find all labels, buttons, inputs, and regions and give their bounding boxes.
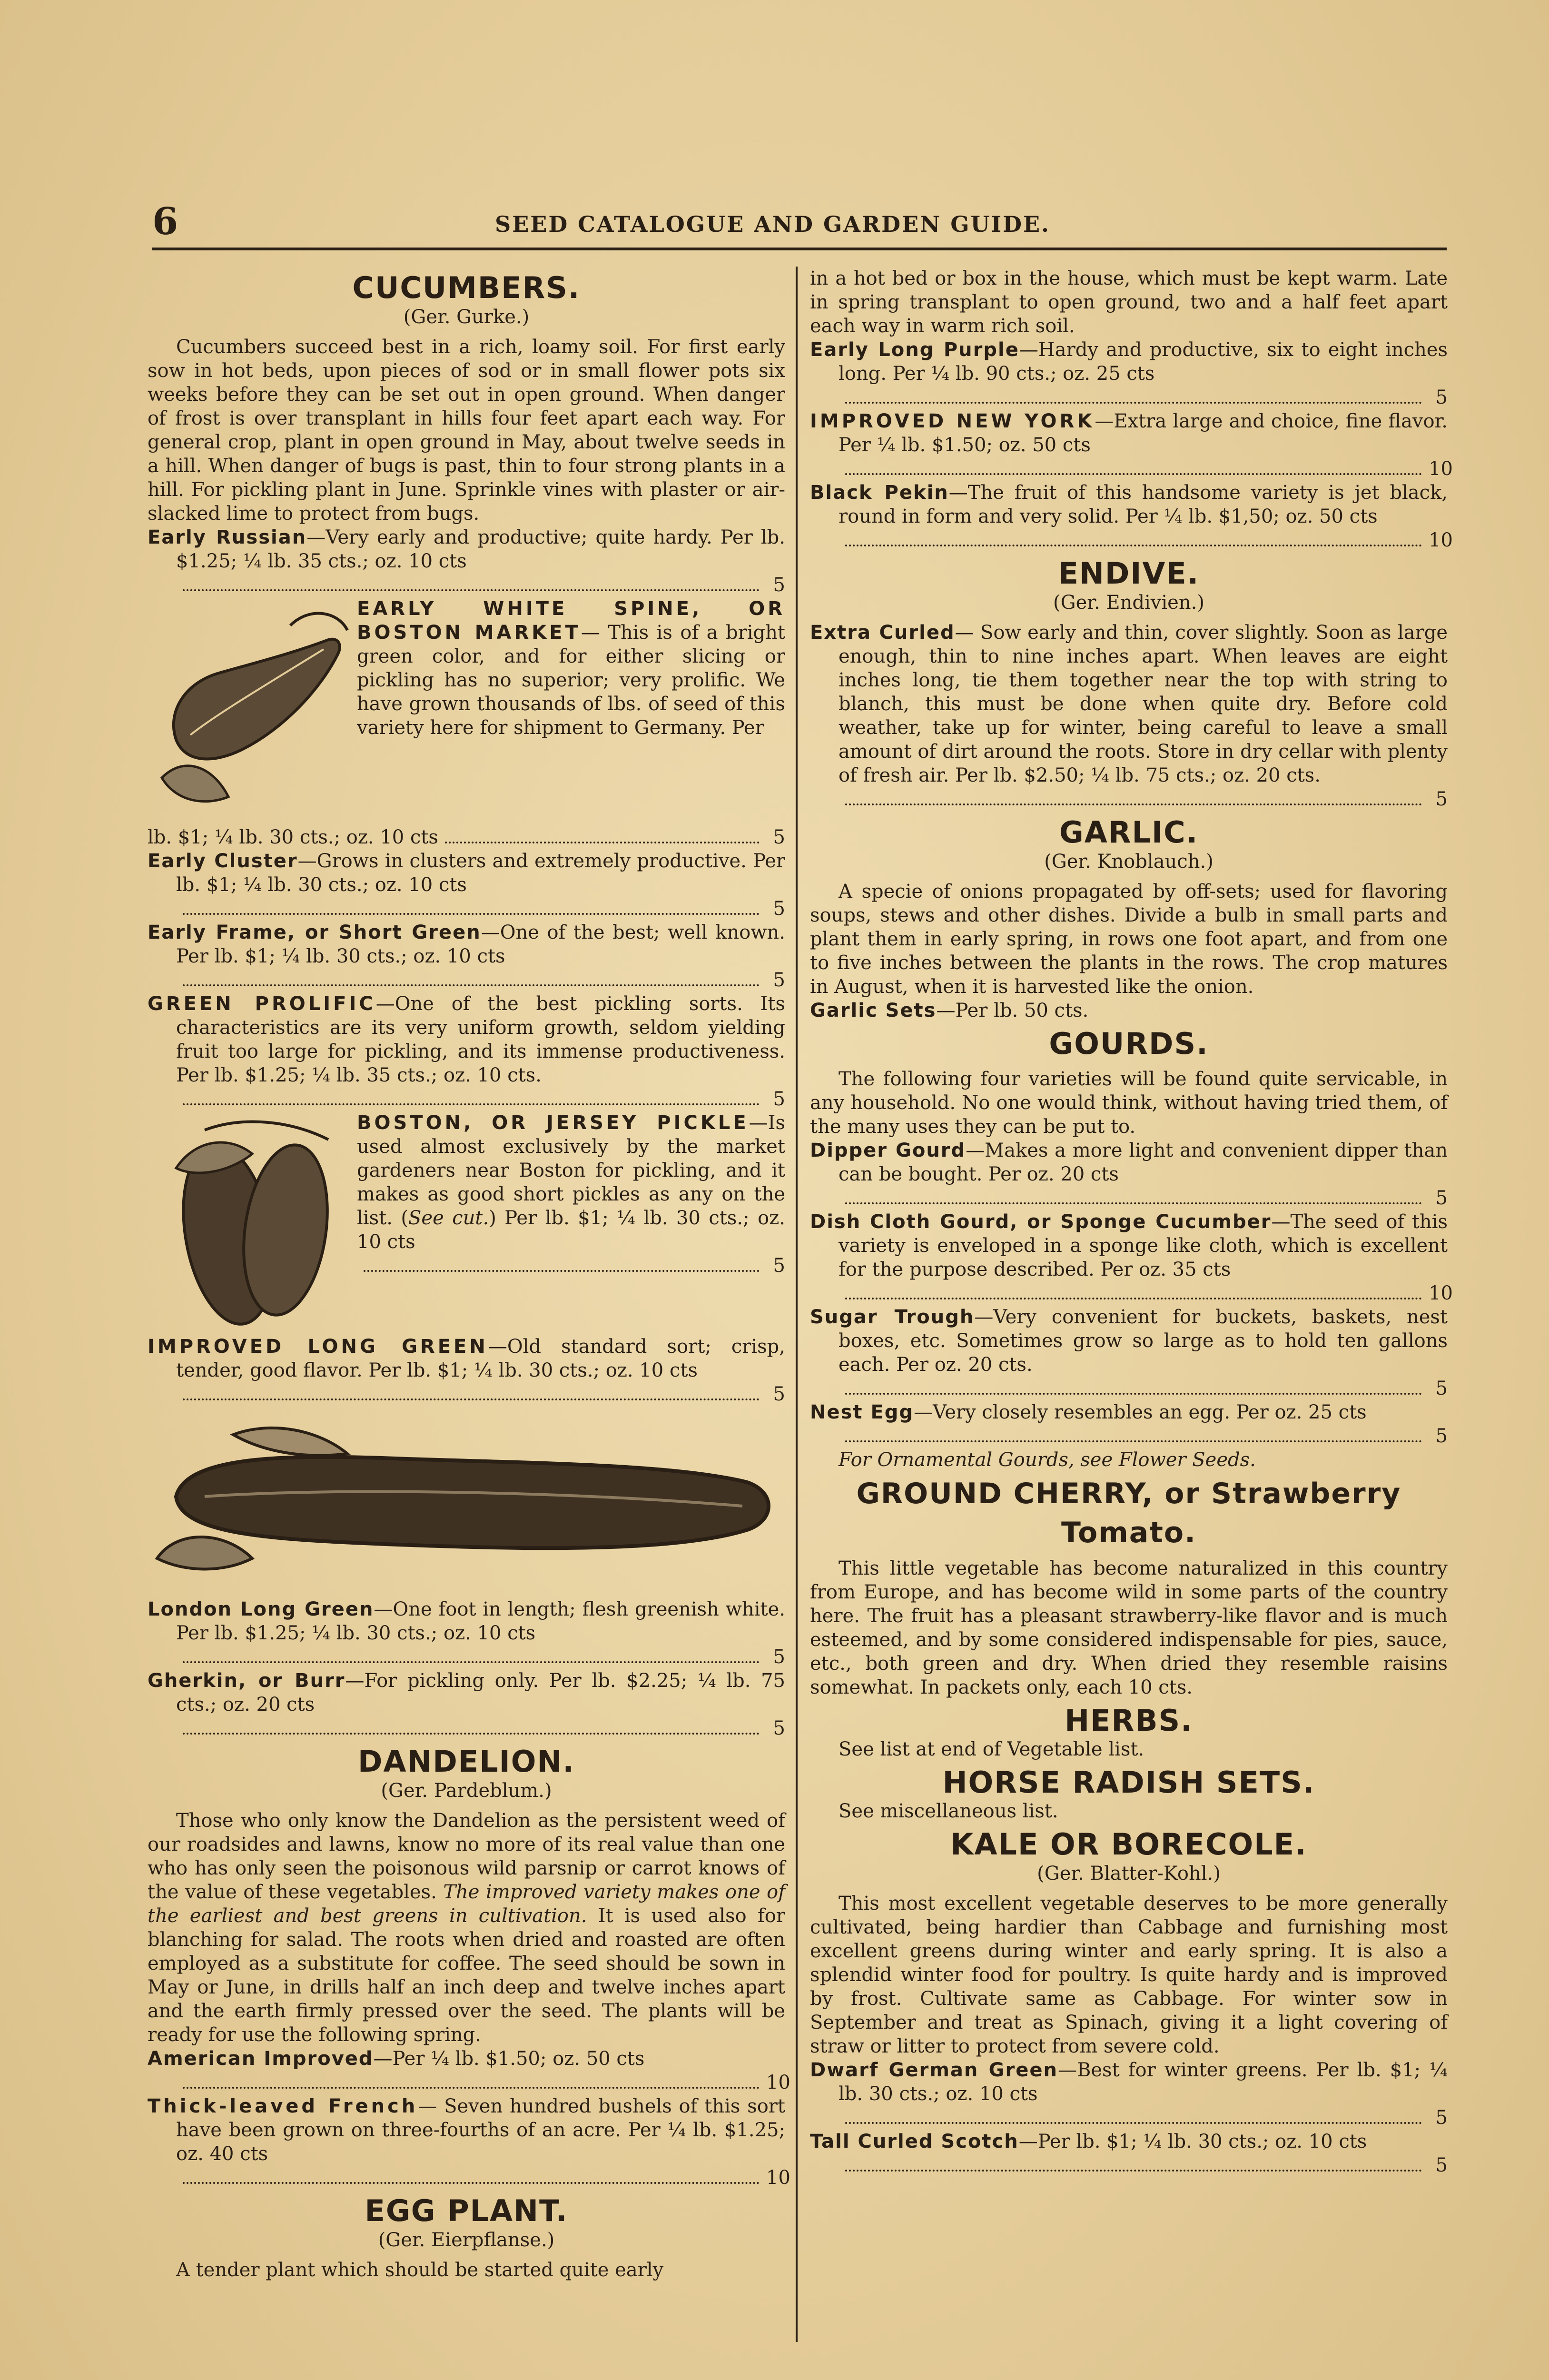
- long-cucumber-illustration: [148, 1416, 785, 1583]
- dot-leader: [183, 1661, 760, 1663]
- entry-black-pekin: [810, 481, 1448, 528]
- price-line: [810, 386, 1448, 409]
- page-number: 6: [152, 200, 178, 243]
- section-subtitle-dandelion: (Ger. Pardeblum.): [381, 1780, 552, 1802]
- dot-leader: [845, 1440, 1422, 1442]
- entry-sugar-trough: [810, 1305, 1448, 1377]
- pickle-engraving-icon: [148, 1111, 357, 1335]
- price-line: [148, 1087, 785, 1111]
- variety-desc: —One of the best; well known. Per lb. $1; ¼ lb. 30 cts.; oz. 10 cts: [176, 922, 785, 967]
- left-column: [148, 267, 790, 2282]
- ornamental-gourds-note: For Ornamental Gourds, see Flower Seeds.: [839, 1449, 1256, 1471]
- variety-desc: —The fruit of this handsome variety is jet black, round in form and very solid. Per ¼ lb. $1,50; oz. 50 cts: [839, 482, 1448, 527]
- variety-desc: —Extra large and choice, fine flavor. Per ¼ lb. $1.50; oz. 50 cts: [839, 410, 1448, 456]
- price-value: 5: [773, 574, 785, 596]
- dot-leader: [845, 2122, 1422, 2124]
- figure-block-boston-pickle: [148, 1111, 785, 1335]
- variety-name: Dish Cloth Gourd, or Sponge Cucumber: [810, 1211, 1272, 1233]
- section-title-ground-cherry-2: Tomato.: [1061, 1516, 1196, 1549]
- section-title-egg-plant: EGG PLANT.: [365, 2193, 568, 2228]
- entry-early-russian: [148, 526, 785, 573]
- variety-name: GREEN PROLIFIC: [148, 993, 376, 1015]
- variety-desc: —Very closely resembles an egg. Per oz. 25 cts: [914, 1401, 1367, 1423]
- ground-cherry-intro: This little vegetable has become naturalized in this country from Europe, and has become wild in some parts of the country here. The fruit has a pleasant strawberry-like flavor and is much esteemed, and by some considered indispensable for pies, sauce, etc., both green and dry. When dried they resemble raisins somewhat. In packets only, each 10 cts.: [810, 1557, 1448, 1698]
- section-title-kale: KALE OR BORECOLE.: [950, 1827, 1307, 1862]
- entry-early-long-purple: [810, 338, 1448, 386]
- variety-desc: —Per lb. 50 cts.: [936, 1000, 1089, 1021]
- dot-leader: [183, 913, 760, 915]
- price-value: 5: [1435, 387, 1448, 408]
- price-value: 5: [1435, 2154, 1448, 2176]
- dandelion-intro-italic: The improved variety makes one of the earliest and best greens in cultivation.: [148, 1881, 785, 1927]
- price-line: [148, 968, 785, 992]
- entry-boston-pickle: [357, 1111, 785, 1335]
- price-value: 5: [773, 898, 785, 920]
- page-header: [152, 200, 1447, 243]
- entry-london-long-green: [148, 1597, 785, 1645]
- variety-name: Garlic Sets: [810, 1000, 937, 1021]
- variety-desc: —The seed of this variety is enveloped in a sponge like cloth, which is excellent for the purpose described. Per oz. 35 cts: [839, 1211, 1448, 1280]
- price-value: 5: [1435, 1187, 1448, 1209]
- entry-extra-curled: [810, 621, 1448, 787]
- variety-desc: —Very convenient for buckets, baskets, nest boxes, etc. Sometimes grow so large as to hold ten gallons each. Per oz. 20 cts.: [839, 1306, 1448, 1376]
- entry-nest-egg: [810, 1400, 1448, 1424]
- variety-name: Nest Egg: [810, 1401, 914, 1423]
- section-title-horse-radish: HORSE RADISH SETS.: [942, 1765, 1315, 1800]
- dot-leader: [845, 545, 1422, 546]
- price-line: [810, 457, 1453, 481]
- header-rule: [152, 248, 1447, 250]
- variety-desc: —Per lb. $1; ¼ lb. 30 cts.; oz. 10 cts: [1018, 2131, 1367, 2152]
- section-title-endive: ENDIVE.: [1058, 556, 1200, 591]
- entry-improved-new-york: [810, 409, 1448, 457]
- variety-desc: —Grows in clusters and extremely productive. Per lb. $1; ¼ lb. 30 cts.; oz. 10 cts: [176, 850, 785, 896]
- section-title-dandelion: DANDELION.: [358, 1744, 575, 1779]
- entry-american-improved: [148, 2047, 785, 2071]
- spacer: [810, 1550, 1448, 1557]
- entry-dipper-gourd: [810, 1139, 1448, 1186]
- price-value: 10: [766, 2072, 790, 2093]
- dot-leader: [183, 2182, 760, 2184]
- price-value: 5: [1435, 1425, 1448, 1447]
- entry-green-prolific: [148, 992, 785, 1087]
- price-value: 5: [773, 1383, 785, 1405]
- variety-desc: —Per ¼ lb. $1.50; oz. 50 cts: [373, 2048, 645, 2070]
- entry-improved-long-green: [148, 1335, 785, 1382]
- garlic-intro: A specie of onions propagated by off-sets; used for flavoring soups, stews and other dishes. Divide a bulb in small parts and plant them in early spring, in rows one foot apart, and from one to five inches between the plants in the rows. The crop matures in August, when it is harvested like the onion.: [810, 881, 1448, 998]
- dot-leader: [845, 803, 1422, 805]
- price-line: [148, 1645, 785, 1669]
- price-value: 5: [773, 1646, 785, 1668]
- price-line: [810, 1424, 1448, 1448]
- variety-name: Thick-leaved French: [148, 2095, 418, 2117]
- price-line: [810, 528, 1453, 552]
- price-line: [810, 787, 1448, 811]
- variety-name: Black Pekin: [810, 482, 949, 504]
- price-value: 5: [1435, 2107, 1448, 2129]
- variety-desc: — Seven hundred bushels of this sort have been grown on three-fourths of an acre. Per ¼ lb. $1.25; oz. 40 cts: [176, 2095, 785, 2165]
- dot-leader: [845, 1202, 1422, 1204]
- price-line: [357, 1254, 785, 1278]
- price-value: 10: [1429, 458, 1453, 480]
- variety-desc: —One of the best pickling sorts. Its characteristics are its very uniform growth, seldom yielding fruit too large for pickling, and its immense productiveness. Per lb. $1.25; ¼ lb. 35 cts.; oz. 10 cts.: [176, 993, 785, 1086]
- variety-name: IMPROVED NEW YORK: [810, 410, 1095, 432]
- dot-leader: [183, 589, 760, 591]
- variety-desc: —Hardy and productive, six to eight inches long. Per ¼ lb. 90 cts.; oz. 25 cts: [839, 339, 1448, 385]
- price-value: 5: [773, 826, 785, 848]
- variety-name: London Long Green: [148, 1598, 374, 1620]
- variety-name: Early Frame, or Short Green: [148, 922, 481, 943]
- dot-leader: [183, 1733, 760, 1735]
- cucumber-illustration: [148, 597, 357, 825]
- dot-leader: [445, 842, 760, 843]
- right-column: [810, 267, 1453, 2177]
- entry-early-cluster: [148, 849, 785, 897]
- price-line: [148, 573, 785, 597]
- entry-early-frame: [148, 921, 785, 968]
- pickle-illustration: [148, 1111, 357, 1335]
- section-title-garlic: GARLIC.: [1059, 815, 1199, 850]
- variety-desc: —Very early and productive; quite hardy. Per lb. $1.25; ¼ lb. 35 cts.; oz. 10 cts: [176, 526, 786, 572]
- dot-leader: [845, 402, 1422, 404]
- price-line: [148, 2071, 790, 2094]
- see-cut-note: See cut.: [408, 1207, 489, 1229]
- price-value: 5: [1435, 1378, 1448, 1399]
- price-line: [810, 1186, 1448, 1210]
- variety-name: Dipper Gourd: [810, 1140, 966, 1161]
- variety-name: Early Long Purple: [810, 339, 1019, 361]
- variety-desc: —Best for winter greens. Per lb. $1; ¼ lb. 30 cts.; oz. 10 cts: [839, 2059, 1448, 2105]
- variety-desc: —One foot in length; flesh greenish white. Per lb. $1.25; ¼ lb. 30 cts.; oz. 10 cts: [176, 1598, 785, 1644]
- dot-leader: [845, 2170, 1422, 2172]
- price-line: [810, 2153, 1448, 2177]
- variety-desc: —Is used almost exclusively by the market gardeners near Boston for pickling, and it makes as good short pickles as any on the list. (: [357, 1112, 785, 1229]
- price-line: [148, 1716, 785, 1740]
- variety-desc: —Makes a more light and convenient dipper than can be bought. Per oz. 20 cts: [839, 1140, 1448, 1185]
- dot-leader: [183, 1103, 760, 1105]
- price-line: [148, 825, 785, 849]
- egg-plant-intro: A tender plant which should be started quite early: [176, 2259, 664, 2281]
- variety-desc-cont: ) Per lb. $1; ¼ lb. 30 cts.; oz. 10 cts: [357, 1207, 785, 1253]
- price-value: 5: [773, 1088, 785, 1110]
- section-subtitle-endive: (Ger. Endivien.): [1053, 592, 1204, 614]
- dot-leader: [845, 1393, 1422, 1395]
- variety-name: Sugar Trough: [810, 1306, 975, 1328]
- figure-block-white-spine: [148, 597, 785, 825]
- price-value: 10: [1429, 529, 1453, 551]
- dot-leader: [845, 473, 1422, 475]
- dandelion-intro: [148, 1809, 785, 2047]
- kale-intro: This most excellent vegetable deserves to be more generally cultivated, being hardier than Cabbage and furnishing most excellent greens during winter and early spring. It is also a splendid winter food for poultry. Is quite hardy and is improved by frost. Cultivate same as Cabbage. For winter sow in September and treat as Spinach, giving it a light covering of straw or litter to protect from severe cold.: [810, 1893, 1448, 2057]
- section-subtitle-cucumbers: (Ger. Gurke.): [403, 306, 530, 328]
- variety-name: Dwarf German Green: [810, 2059, 1058, 2081]
- entry-early-white-spine: [357, 597, 785, 825]
- price-line: [810, 2106, 1448, 2130]
- dot-leader: [183, 984, 760, 986]
- dot-leader: [845, 1298, 1422, 1299]
- section-title-cucumbers: CUCUMBERS.: [352, 270, 581, 305]
- entry-gherkin: [148, 1669, 785, 1716]
- variety-name: Early Cluster: [148, 850, 298, 872]
- price-value: 5: [773, 969, 785, 991]
- price-line: [148, 2166, 790, 2190]
- entry-dish-cloth-gourd: [810, 1210, 1448, 1281]
- variety-name: Extra Curled: [810, 622, 955, 644]
- variety-desc: —For pickling only. Per lb. $2.25; ¼ lb. 75 cts.; oz. 20 cts: [176, 1670, 785, 1716]
- entry-thick-leaved-french: [148, 2094, 785, 2166]
- column-divider: [796, 267, 798, 2342]
- section-title-gourds: GOURDS.: [1049, 1026, 1209, 1061]
- spacer: [810, 1061, 1448, 1067]
- variety-desc: —Old standard sort; crisp, tender, good flavor. Per lb. $1; ¼ lb. 30 cts.; oz. 10 cts: [176, 1336, 786, 1381]
- variety-name: Gherkin, or Burr: [148, 1670, 345, 1692]
- dot-leader: [364, 1270, 760, 1272]
- entry-garlic-sets: [810, 999, 1448, 1022]
- dandelion-intro-a: Those who only know the Dandelion as the persistent weed of our roadsides and lawns, know no more of its real value than one who has only seen the poisonous wild parsnip or carrot knows of the value of these vegetables.: [148, 1810, 785, 1903]
- variety-name: BOSTON, OR JERSEY PICKLE: [357, 1112, 749, 1134]
- running-title: SEED CATALOGUE AND GARDEN GUIDE.: [495, 211, 1051, 237]
- section-subtitle-kale: (Ger. Blatter-Kohl.): [1037, 1863, 1221, 1884]
- price-line: [810, 1377, 1448, 1400]
- variety-name: EARLY WHITE SPINE, OR BOSTON MARKET: [357, 598, 785, 644]
- variety-name: Early Russian: [148, 526, 307, 548]
- variety-desc: — Sow early and thin, cover slightly. Soon as large enough, thin to nine inches apart. When leaves are eight inches long, tie them together near the top with string to blanch, this must be done when quite dry. Before cold weather, take up for winter, being careful to leave a small amount of dirt around the roots. Store in dry cellar with plenty of fresh air. Per lb. $2.50; ¼ lb. 75 cts.; oz. 20 cts.: [839, 622, 1448, 786]
- entry-dwarf-german-green: [810, 2058, 1448, 2106]
- entry-tall-curled-scotch: [810, 2130, 1448, 2153]
- section-title-herbs: HERBS.: [1065, 1703, 1193, 1738]
- dot-leader: [183, 1398, 760, 1400]
- herbs-text: See list at end of Vegetable list.: [839, 1738, 1144, 1760]
- variety-name: Tall Curled Scotch: [810, 2131, 1019, 2152]
- price-value: 10: [1429, 1282, 1453, 1304]
- cucumbers-intro: Cucumbers succeed best in a rich, loamy soil. For first early sow in hot beds, upon pieces of sod or in small flower pots six weeks before they can be set out in open ground. When danger of frost is over transplant in hills four feet apart each way. For general crop, plant in open ground in May, about twelve seeds in a hill. When danger of bugs is past, thin to four strong plants in a hill. For pickling plant in June. Sprinkle vines with plaster or air-slacked lime to protect from bugs.: [148, 336, 785, 525]
- dandelion-intro-b: It is used also for blanching for salad. The roots when dried and roasted are often employed as a substitute for coffee. The seed should be sown in May or June, in drills half an inch deep and twelve inches apart and the earth firmly pressed over the seed. The plants will be ready for use the following spring.: [148, 1905, 786, 2046]
- section-subtitle-egg-plant: (Ger. Eierpflanse.): [378, 2229, 555, 2251]
- section-subtitle-garlic: (Ger. Knoblauch.): [1044, 851, 1214, 873]
- price-line: [148, 897, 785, 921]
- price-line: [810, 1281, 1453, 1305]
- long-cucumber-engraving-icon: [148, 1416, 785, 1577]
- price-value: 10: [766, 2167, 790, 2189]
- price-value: 5: [773, 1717, 785, 1739]
- cucumber-engraving-icon: [148, 597, 357, 825]
- variety-name: IMPROVED LONG GREEN: [148, 1336, 488, 1358]
- gourds-intro: The following four varieties will be found quite servicable, in any household. No one would think, without having tried them, of the many uses they can be put to.: [810, 1068, 1448, 1138]
- dot-leader: [183, 2087, 760, 2089]
- horse-radish-text: See miscellaneous list.: [839, 1800, 1058, 1822]
- price-line: [148, 1382, 785, 1406]
- price-value: 5: [1435, 788, 1448, 810]
- price-value: 5: [773, 1255, 785, 1277]
- variety-desc: — This is of a bright green color, and for either slicing or pickling has no superior; very prolific. We have grown thousands of lbs. of seed of this variety here for shipment to Germany. Per: [357, 622, 785, 739]
- price-text: lb. $1; ¼ lb. 30 cts.; oz. 10 cts: [148, 826, 438, 848]
- variety-name: American Improved: [148, 2048, 374, 2070]
- egg-plant-intro-cont: in a hot bed or box in the house, which must be kept warm. Late in spring transplant to open ground, two and a half feet apart each way in warm rich soil.: [810, 268, 1448, 337]
- section-title-ground-cherry-1: GROUND CHERRY, or Strawberry: [856, 1477, 1401, 1510]
